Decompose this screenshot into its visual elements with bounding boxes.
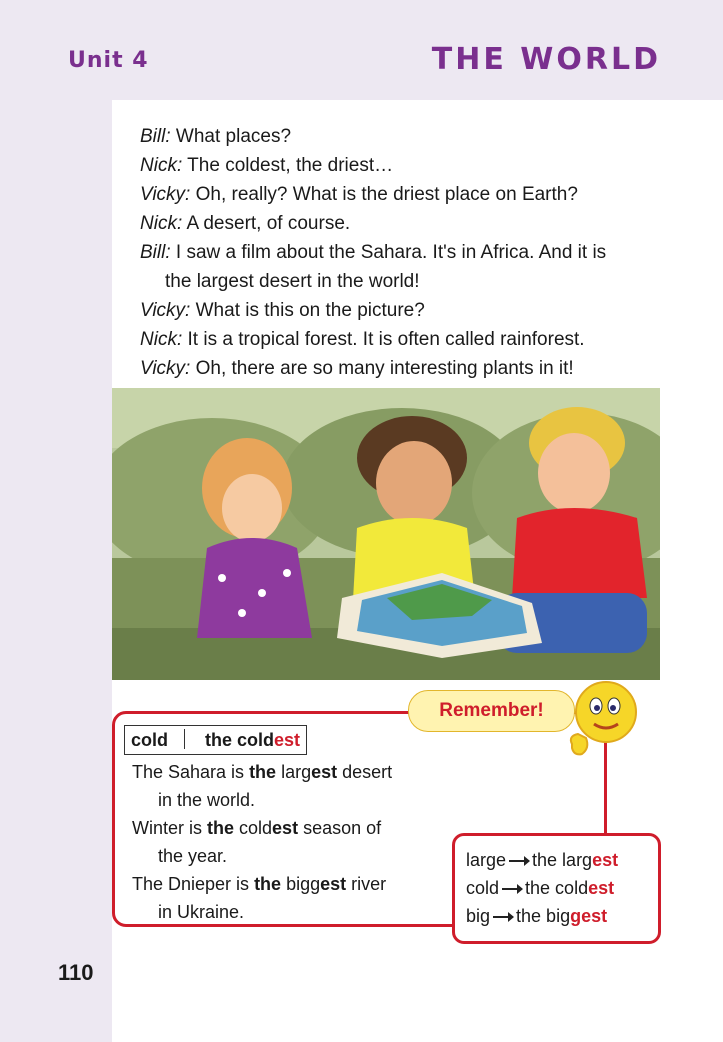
unit-title: THE WORLD <box>431 42 661 77</box>
speaker-name: Vicky: <box>140 358 191 379</box>
page-number: 110 <box>58 960 94 985</box>
dialogue-line <box>140 238 680 267</box>
example-sentence <box>132 814 392 842</box>
comparison-pattern-box <box>124 725 307 755</box>
line-text: I saw a film about the Sahara. It's in Africa. And it is <box>170 242 607 263</box>
speaker-name: Nick: <box>140 329 183 350</box>
speaker-name: Bill: <box>140 126 171 147</box>
line-text: Oh, there are so many interesting plants in it! <box>190 358 574 379</box>
pattern-ending: est <box>274 730 301 750</box>
example-text: season of <box>298 818 382 838</box>
pattern-base: cold <box>131 730 169 750</box>
speaker-name: Vicky: <box>140 300 191 321</box>
speaker-name: Vicky: <box>140 184 191 205</box>
arrow-right-icon <box>509 860 529 862</box>
dialogue-line <box>140 296 680 325</box>
dialogue-line <box>140 209 680 238</box>
line-text: Oh, really? What is the driest place on Earth? <box>190 184 578 205</box>
line-text: It is a tropical forest. It is often called rainforest. <box>182 329 585 350</box>
form-base: large <box>466 850 507 870</box>
form-ending: gest <box>570 906 608 926</box>
speaker-name: Nick: <box>140 213 183 234</box>
form-ending: est <box>592 850 619 870</box>
example-text: Winter is <box>132 818 208 838</box>
form-base: big <box>466 906 491 926</box>
example-article: the <box>254 874 282 894</box>
form-superlative: the larg <box>532 850 593 870</box>
example-sentence <box>132 758 392 786</box>
example-text: The Dnieper is <box>132 874 255 894</box>
form-row <box>466 874 618 902</box>
example-text: The Sahara is <box>132 762 250 782</box>
superlative-forms <box>466 846 618 930</box>
children-reading-illustration <box>112 388 660 680</box>
example-ending: est <box>311 762 338 782</box>
example-stem: bigg <box>281 874 321 894</box>
example-sentences <box>132 758 392 926</box>
dialogue-line <box>140 180 680 209</box>
example-sentence-continued: the year. <box>158 846 228 866</box>
example-ending: est <box>272 818 299 838</box>
form-superlative: the cold <box>525 878 589 898</box>
dialogue-line <box>140 354 680 383</box>
unit-label: Unit 4 <box>68 48 149 73</box>
form-row <box>466 846 618 874</box>
form-superlative: the big <box>516 906 571 926</box>
example-article: the <box>249 762 277 782</box>
example-text: desert <box>337 762 393 782</box>
line-text: What is this on the picture? <box>190 300 425 321</box>
line-text: the largest desert in the world! <box>165 271 420 292</box>
speaker-name: Nick: <box>140 155 183 176</box>
arrow-right-icon <box>502 888 522 890</box>
example-sentence <box>132 870 392 898</box>
dialogue-line <box>140 122 680 151</box>
example-sentence-continued: in Ukraine. <box>158 902 245 922</box>
dialogue-line <box>140 325 680 354</box>
form-base: cold <box>466 878 500 898</box>
line-text: What places? <box>170 126 292 147</box>
form-row <box>466 902 618 930</box>
form-ending: est <box>588 878 615 898</box>
speaker-name: Bill: <box>140 242 171 263</box>
example-sentence-continued: in the world. <box>158 790 256 810</box>
dialogue <box>140 122 680 383</box>
example-article: the <box>207 818 235 838</box>
side-margin-band <box>0 100 112 1042</box>
example-stem: larg <box>276 762 312 782</box>
example-text: river <box>346 874 387 894</box>
pattern-superlative: the cold <box>205 730 275 750</box>
line-text: The coldest, the driest… <box>182 155 394 176</box>
example-ending: est <box>320 874 347 894</box>
remember-badge: Remember! <box>408 690 575 732</box>
dialogue-line <box>140 151 680 180</box>
line-text: A desert, of course. <box>182 213 351 234</box>
divider <box>184 729 185 749</box>
dialogue-line-continued <box>140 267 680 296</box>
arrow-right-icon <box>493 916 513 918</box>
smiley-mascot-icon <box>560 678 640 773</box>
example-stem: cold <box>234 818 273 838</box>
